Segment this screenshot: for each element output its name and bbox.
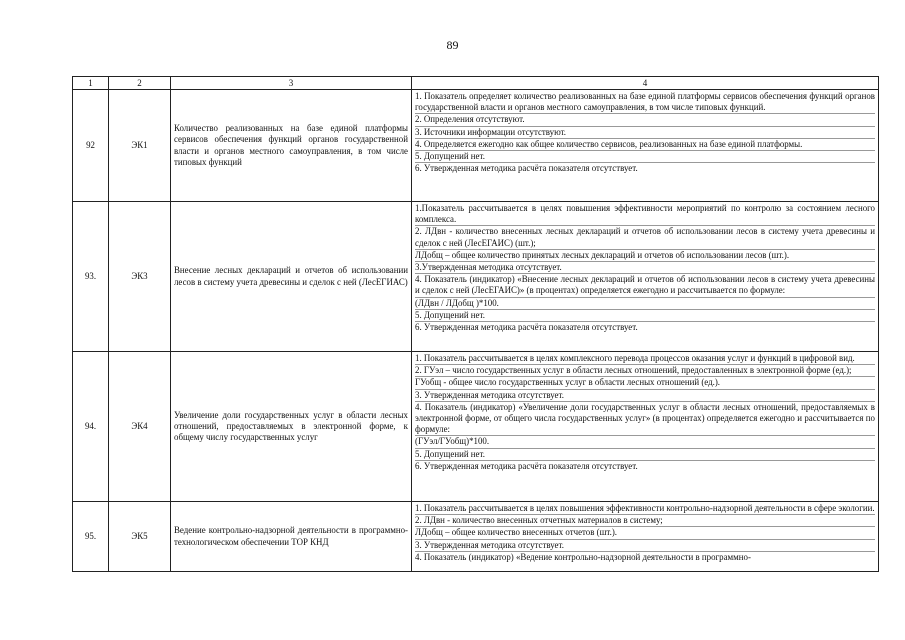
indicator-description [412,502,879,572]
description-line: 3.Утвержденная методика отсутствует. [415,262,875,274]
indicator-description [412,352,879,502]
description-line: 2. ЛДвн - количество внесенных отчетных материалов в систему; [415,515,875,527]
row-number: 92 [73,90,109,202]
table-row [73,352,879,502]
description-line: 5. Допущений нет. [415,449,875,461]
column-header: 4 [412,77,879,90]
description-line: ЛДобщ – общее количество принятых лесных деклараций и отчетов об использовании лесов (шт.). [415,250,875,262]
description-line: 2. Определения отсутствуют. [415,114,875,126]
indicator-name: Количество реализованных на базе единой платформы сервисов обеспечения функций органов государственной власти и органов местного самоуправления, в том числе типовых функций [171,90,412,202]
description-line: (ГУэл/ГУобщ)*100. [415,436,875,448]
description-line: ГУобщ - общее число государственных услуг в области лесных отношений (ед.). [415,377,875,389]
description-line: 1. Показатель рассчитывается в целях повышения эффективности контрольно-надзорной деятельности в сфере экологии. [415,503,875,515]
description-line: ЛДобщ – общее количество внесенных отчетов (шт.). [415,527,875,539]
indicator-code: ЭК4 [109,352,171,502]
description-line: 1. Показатель рассчитывается в целях комплексного перевода процессов оказания услуг и функций в цифровой вид. [415,353,875,365]
description-line: 2. ГУэл – число государственных услуг в области лесных отношений, предоставленных в электронной форме (ед.); [415,365,875,377]
indicator-code: ЭК3 [109,202,171,352]
description-line: 6. Утвержденная методика расчёта показателя отсутствует. [415,322,638,333]
description-line: 5. Допущений нет. [415,151,875,163]
column-header: 1 [73,77,109,90]
indicator-description [412,202,879,352]
indicator-description [412,90,879,202]
description-line: 2. ЛДвн - количество внесенных лесных деклараций и отчетов об использовании лесов в систему учета древесины и сделок с ней (ЛесЕГАИС) (шт.); [415,226,875,249]
indicator-name: Ведение контрольно-надзорной деятельности в программно-технологическом обеспечении ТОР КНД [171,502,412,572]
description-line: 6. Утвержденная методика расчёта показателя отсутствует. [415,460,638,471]
indicators-table [72,76,879,572]
row-number: 94. [73,352,109,502]
indicator-name: Внесение лесных деклараций и отчетов об использовании лесов в систему учета древесины и сделок с ней (ЛесЕГИАС) [171,202,412,352]
table-header-row [73,77,879,90]
description-line: 3. Источники информации отсутствуют. [415,127,875,139]
description-line: 1.Показатель рассчитывается в целях повышения эффективности мероприятий по контролю за состоянием лесного комплекса. [415,203,875,226]
description-line: 4. Показатель (индикатор) «Ведение контрольно-надзорной деятельности в программно- [415,551,751,562]
description-line: 4. Показатель (индикатор) «Увеличение доли государственных услуг в области лесных отношений, предоставляемых в электронной форме, от общего числа государственных услуг» (в процентах) определяется ежегодно и рассчитывается по формуле: [415,402,875,437]
column-header: 3 [171,77,412,90]
description-line: (ЛДвн / ЛДобщ )*100. [415,298,875,310]
table-row [73,502,879,572]
table-row [73,202,879,352]
row-number: 95. [73,502,109,572]
table-row [73,90,879,202]
row-number: 93. [73,202,109,352]
description-line: 4. Определяется ежегодно как общее количество сервисов, реализованных на базе единой платформы. [415,139,875,151]
description-line: 3. Утвержденная методика отсутствует. [415,390,875,402]
column-header: 2 [109,77,171,90]
indicator-name: Увеличение доли государственных услуг в области лесных отношений, предоставляемых в электронной форме, к общему числу государственных услуг [171,352,412,502]
description-line: 3. Утвержденная методика отсутствует. [415,540,875,552]
description-line: 6. Утвержденная методика расчёта показателя отсутствует. [415,163,638,174]
indicator-code: ЭК5 [109,502,171,572]
indicator-code: ЭК1 [109,90,171,202]
description-line: 1. Показатель определяет количество реализованных на базе единой платформы сервисов обеспечения функций органов государственной власти и органов местного самоуправления, в том числе типовых функций. [415,91,875,114]
description-line: 5. Допущений нет. [415,310,875,322]
description-line: 4. Показатель (индикатор) «Внесение лесных деклараций и отчетов об использовании лесов в систему учета древесины и сделок с ней (ЛесЕГАИС)» (в процентах) определяется ежегодно и рассчитывается по формуле: [415,274,875,297]
page-number: 89 [446,38,459,52]
